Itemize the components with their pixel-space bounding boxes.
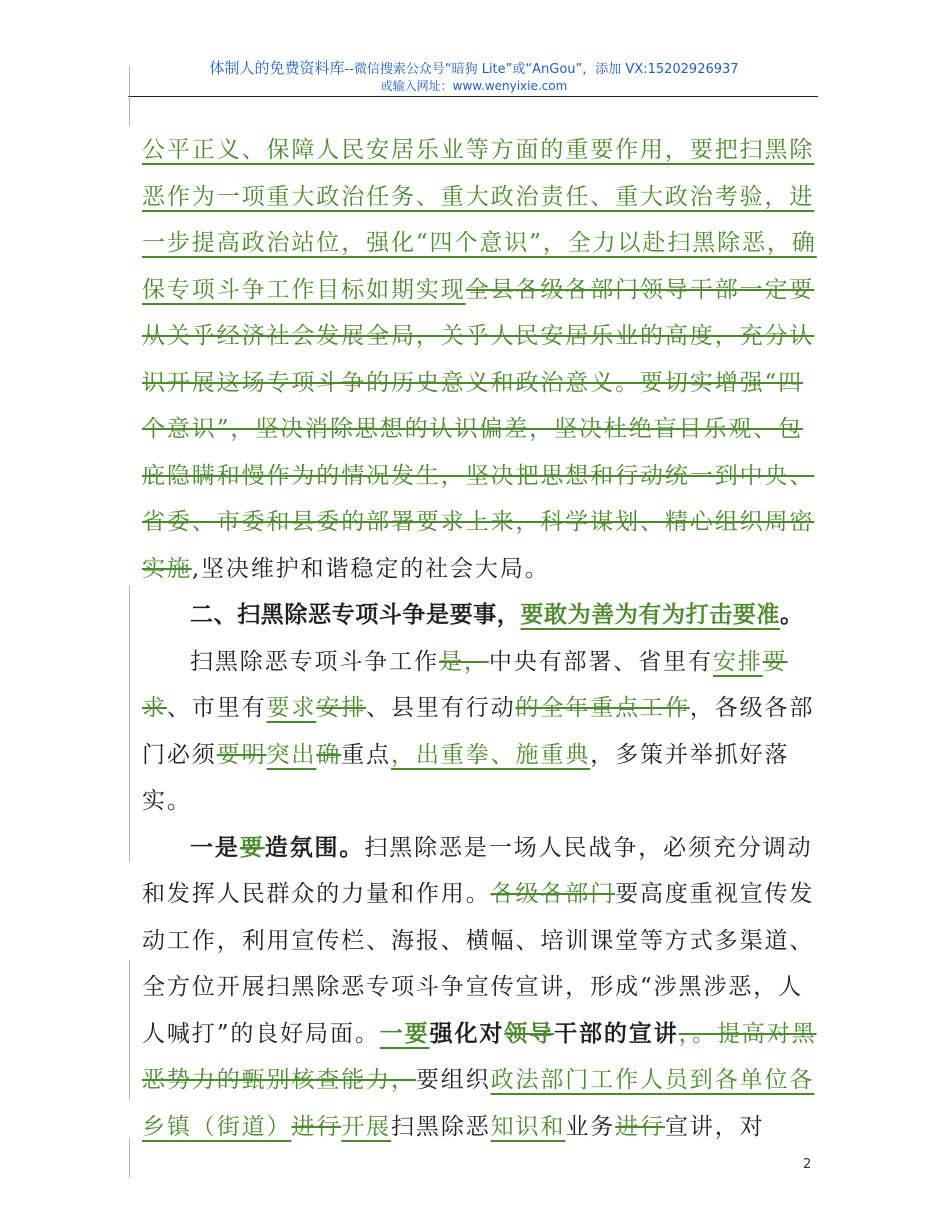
header-divider xyxy=(128,96,818,97)
tracked-deletion: 是， xyxy=(439,648,489,675)
paragraph-text: 扫黑除恶 xyxy=(391,1113,491,1140)
paragraph-text: 、县里有行动 xyxy=(366,695,516,721)
bold-lead: 一是 xyxy=(190,834,240,861)
tracked-deletion: 进行 xyxy=(615,1113,665,1140)
section-heading-2 xyxy=(142,592,822,639)
tracked-deletion: 各级各部门 xyxy=(490,881,616,907)
paragraph-text: 业务 xyxy=(565,1113,616,1140)
paragraph-text: 、市里有 xyxy=(166,695,267,721)
bold-text: 强化对 xyxy=(429,1020,505,1047)
tracked-deletion: 全县各级各部门领导干部一定要从关乎经济社会发展全局，关乎人民安居乐业的高度，充分认识开展这场专项斗争的历史意义和政治意义。要切实增强“四个意识”，坚决消除思想的认识偏差，坚决杜绝盲目乐观、包庇隐瞒和慢作为的情况发生，坚决把思想和行动统一到中央、省委、市委和县委的部署要求上来，科学谋划、精心组织周密实施 xyxy=(142,276,815,582)
tracked-insertion: 要敢为善为有为 xyxy=(520,602,686,628)
heading-text: 二、扫黑除恶专项斗争是要事， xyxy=(190,602,521,628)
margin-mark xyxy=(129,960,130,1100)
tracked-deletion: 确 xyxy=(316,741,342,768)
header-line-1 xyxy=(130,60,818,78)
tracked-insertion: 要求 xyxy=(266,695,317,721)
paragraph-text: ，各级各部门必须 xyxy=(142,695,815,768)
tracked-deletion: 要求 xyxy=(142,648,788,721)
margin-mark xyxy=(129,66,130,126)
tracked-insertion: 开展 xyxy=(341,1113,392,1140)
tracked-insertion: 安排 xyxy=(712,648,763,675)
bold-text: 干部的宣讲 xyxy=(554,1020,679,1047)
tracked-deletion: 安排 xyxy=(316,695,367,721)
margin-mark xyxy=(129,1138,130,1178)
tracked-insertion: 知识和 xyxy=(490,1113,566,1140)
header-site-name[interactable]: 体制人的免费资料库 xyxy=(209,59,345,77)
tracked-deletion: 领导 xyxy=(504,1020,555,1047)
tracked-deletion: 进行 xyxy=(291,1113,342,1140)
paragraph-text: ,坚决维护和谐稳定的社会大局。 xyxy=(191,555,550,582)
paragraph-text: 宣讲，对 xyxy=(664,1113,765,1140)
heading-text: 。 xyxy=(780,602,804,628)
tracked-insertion: 打击要准 xyxy=(685,602,781,628)
tracked-deletion: 要明 xyxy=(216,741,267,768)
paragraph-text: ，多策并举抓好落实。 xyxy=(142,741,790,814)
tracked-deletion: ，。提高对黑恶势力的甄别核查能力， xyxy=(142,1020,817,1093)
tracked-insertion: 一要 xyxy=(379,1020,430,1047)
bold-lead: 造氛围。 xyxy=(264,834,365,861)
page-header xyxy=(130,60,818,94)
paragraph-2 xyxy=(142,639,822,825)
paragraph-text: 中央有部署、省里有 xyxy=(488,648,713,675)
tracked-deletion: 要 xyxy=(239,834,265,861)
paragraph-text: 要高度重视宣传发动工作，利用宣传栏、海报、横幅、培训课堂等方式多渠道、全方位开展扫黑除恶专项斗争宣传宣讲，形成“涉黑涉恶，人人喊打”的良好局面。 xyxy=(142,881,815,1047)
header-url[interactable]: 或输入网址：www.wenyixie.com xyxy=(380,79,568,93)
page-number: 2 xyxy=(803,1157,812,1172)
paragraph-text: 扫黑除恶是一场人民战争，必须充分调动和发挥人民群众的力量和作用。 xyxy=(142,834,813,907)
paragraph-text: 扫黑除恶专项斗争工作 xyxy=(190,648,439,675)
paragraph-1 xyxy=(142,127,822,592)
tracked-insertion: 突出 xyxy=(266,741,317,768)
tracked-deletion: 的全年重点工作 xyxy=(515,695,690,721)
tracked-insertion: 公平正义、保障人民安居乐业等方面的重要作用，要把扫黑除恶作为一项重大政治任务、重大政治责任、重大政治考验，进一步提高政治站位，强化“四个意识”，全力以赴扫黑除恶，确保专项斗争工作目标如期实现 xyxy=(142,137,817,303)
tracked-insertion: ，出重拳、施重典 xyxy=(391,741,591,768)
header-wechat-text: --微信搜索公众号“暗狗 Lite”或“AnGou”，添加 VX:15202926937 xyxy=(344,62,739,77)
document-body xyxy=(142,127,822,1150)
margin-mark xyxy=(129,585,130,862)
paragraph-text: 重点 xyxy=(341,741,392,768)
paragraph-3 xyxy=(142,825,822,1151)
tracked-insertion: 政法部门工作人员到各单位各乡镇（街道） xyxy=(142,1067,815,1140)
paragraph-text: 要组织 xyxy=(415,1067,491,1093)
